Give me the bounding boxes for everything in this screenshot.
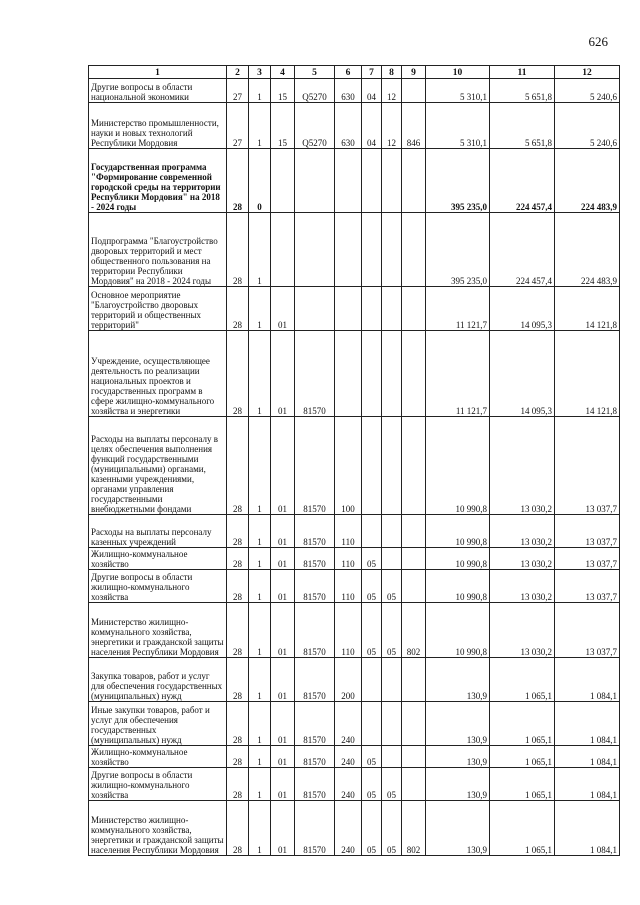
row-value-cell-9 (402, 287, 426, 331)
row-name-cell: Другие вопросы в области национальной экономики (89, 79, 227, 103)
row-value-cell-9: 802 (402, 603, 426, 658)
table-row (89, 331, 620, 417)
row-value-cell-5: 81570 (295, 768, 335, 801)
row-value-cell-5: Q5270 (295, 103, 335, 149)
row-value-cell-2: 27 (227, 103, 249, 149)
row-value-cell-10: 10 990,8 (426, 515, 490, 548)
row-value-cell-4 (271, 149, 295, 213)
row-value-cell-12: 224 483,9 (555, 149, 620, 213)
row-value-cell-8 (382, 515, 402, 548)
row-value-cell-11: 5 651,8 (490, 79, 555, 103)
row-value-cell-4: 01 (271, 658, 295, 702)
column-header-6: 6 (335, 66, 362, 79)
row-value-cell-6: 110 (335, 570, 362, 603)
row-value-cell-6: 110 (335, 603, 362, 658)
row-value-cell-4: 01 (271, 702, 295, 746)
row-value-cell-7: 04 (362, 79, 382, 103)
row-value-cell-5 (295, 213, 335, 287)
row-value-cell-3: 1 (249, 213, 271, 287)
row-value-cell-10: 130,9 (426, 801, 490, 856)
row-value-cell-6: 100 (335, 417, 362, 515)
row-value-cell-3: 1 (249, 417, 271, 515)
page-number: 626 (588, 34, 608, 49)
row-value-cell-11: 13 030,2 (490, 417, 555, 515)
row-value-cell-6 (335, 149, 362, 213)
row-value-cell-7: 05 (362, 801, 382, 856)
row-value-cell-6: 240 (335, 801, 362, 856)
row-name-cell: Основное мероприятие "Благоустройство дворовых территорий и общественных территорий" (89, 287, 227, 331)
row-value-cell-8: 12 (382, 103, 402, 149)
row-value-cell-10: 5 310,1 (426, 79, 490, 103)
row-value-cell-2: 28 (227, 149, 249, 213)
row-name-cell: Министерство промышленности, науки и новых технологий Республики Мордовия (89, 103, 227, 149)
row-value-cell-4: 01 (271, 801, 295, 856)
row-value-cell-5: 81570 (295, 702, 335, 746)
row-value-cell-11: 224 457,4 (490, 149, 555, 213)
row-value-cell-3: 1 (249, 515, 271, 548)
row-value-cell-3: 1 (249, 548, 271, 570)
row-value-cell-10: 395 235,0 (426, 213, 490, 287)
row-value-cell-4: 01 (271, 548, 295, 570)
row-value-cell-9 (402, 417, 426, 515)
row-value-cell-7 (362, 515, 382, 548)
column-header-12: 12 (555, 66, 620, 79)
row-value-cell-8 (382, 331, 402, 417)
row-value-cell-6: 240 (335, 702, 362, 746)
row-value-cell-6: 630 (335, 79, 362, 103)
row-value-cell-7 (362, 287, 382, 331)
table-row (89, 801, 620, 856)
row-value-cell-11: 224 457,4 (490, 213, 555, 287)
row-value-cell-4: 01 (271, 515, 295, 548)
table-row (89, 287, 620, 331)
row-value-cell-10: 10 990,8 (426, 570, 490, 603)
row-value-cell-9 (402, 768, 426, 801)
row-value-cell-8 (382, 746, 402, 768)
row-value-cell-11: 5 651,8 (490, 103, 555, 149)
row-name-cell: Министерство жилищно-коммунального хозяйства, энергетики и гражданской защиты населения Республики Мордовия (89, 603, 227, 658)
row-value-cell-8: 05 (382, 603, 402, 658)
row-value-cell-2: 28 (227, 417, 249, 515)
row-value-cell-3: 1 (249, 603, 271, 658)
row-name-cell: Расходы на выплаты персоналу в целях обеспечения выполнения функций государственными (муниципальными) органами, казенными учреждениями, органами управления государственными внебюджетными фондами (89, 417, 227, 515)
row-name-cell: Жилищно-коммунальное хозяйство (89, 746, 227, 768)
row-value-cell-5: 81570 (295, 331, 335, 417)
row-value-cell-7 (362, 702, 382, 746)
row-value-cell-12: 1 084,1 (555, 746, 620, 768)
row-value-cell-2: 28 (227, 570, 249, 603)
table-row (89, 548, 620, 570)
row-value-cell-9 (402, 570, 426, 603)
row-value-cell-9 (402, 149, 426, 213)
row-value-cell-12: 13 037,7 (555, 515, 620, 548)
row-value-cell-6 (335, 331, 362, 417)
table-row (89, 213, 620, 287)
row-value-cell-2: 28 (227, 213, 249, 287)
row-value-cell-3: 1 (249, 79, 271, 103)
row-value-cell-9 (402, 515, 426, 548)
row-value-cell-8: 05 (382, 570, 402, 603)
row-name-cell: Учреждение, осуществляющее деятельность по реализации национальных проектов и государственных программ в сфере жилищно-коммунального хозяйства и энергетики (89, 331, 227, 417)
row-value-cell-4: 15 (271, 103, 295, 149)
row-value-cell-9 (402, 331, 426, 417)
row-name-cell: Жилищно-коммунальное хозяйство (89, 548, 227, 570)
row-value-cell-2: 28 (227, 515, 249, 548)
row-value-cell-8 (382, 658, 402, 702)
row-value-cell-10: 11 121,7 (426, 331, 490, 417)
table-row (89, 702, 620, 746)
row-value-cell-7: 04 (362, 103, 382, 149)
row-value-cell-12: 1 084,1 (555, 768, 620, 801)
row-value-cell-7: 05 (362, 570, 382, 603)
row-value-cell-6: 110 (335, 548, 362, 570)
row-value-cell-10: 10 990,8 (426, 548, 490, 570)
row-value-cell-3: 1 (249, 570, 271, 603)
row-value-cell-7: 05 (362, 768, 382, 801)
row-value-cell-3: 1 (249, 103, 271, 149)
row-value-cell-6 (335, 213, 362, 287)
row-value-cell-5: 81570 (295, 746, 335, 768)
row-value-cell-2: 28 (227, 603, 249, 658)
row-value-cell-8 (382, 149, 402, 213)
row-value-cell-7: 05 (362, 746, 382, 768)
table-row (89, 79, 620, 103)
row-name-cell: Другие вопросы в области жилищно-коммунального хозяйства (89, 768, 227, 801)
row-value-cell-5: 81570 (295, 515, 335, 548)
row-value-cell-12: 1 084,1 (555, 658, 620, 702)
row-value-cell-11: 13 030,2 (490, 603, 555, 658)
column-header-5: 5 (295, 66, 335, 79)
row-value-cell-8: 05 (382, 801, 402, 856)
row-value-cell-4: 01 (271, 603, 295, 658)
row-value-cell-11: 13 030,2 (490, 515, 555, 548)
row-value-cell-2: 28 (227, 331, 249, 417)
row-value-cell-9 (402, 213, 426, 287)
row-value-cell-11: 1 065,1 (490, 658, 555, 702)
row-value-cell-10: 130,9 (426, 658, 490, 702)
row-value-cell-12: 13 037,7 (555, 417, 620, 515)
row-value-cell-3: 1 (249, 768, 271, 801)
budget-table (88, 65, 620, 856)
row-value-cell-10: 11 121,7 (426, 287, 490, 331)
row-value-cell-5: Q5270 (295, 79, 335, 103)
column-header-3: 3 (249, 66, 271, 79)
column-header-11: 11 (490, 66, 555, 79)
table-body (89, 79, 620, 856)
table-row (89, 658, 620, 702)
row-value-cell-11: 1 065,1 (490, 768, 555, 801)
row-value-cell-6: 240 (335, 746, 362, 768)
row-name-cell: Расходы на выплаты персоналу казенных учреждений (89, 515, 227, 548)
row-value-cell-6 (335, 287, 362, 331)
row-value-cell-8: 12 (382, 79, 402, 103)
row-name-cell: Государственная программа "Формирование современной городской среды на территории Республики Мордовия" на 2018 - 2024 годы (89, 149, 227, 213)
row-value-cell-3: 1 (249, 801, 271, 856)
row-value-cell-7 (362, 213, 382, 287)
row-value-cell-5: 81570 (295, 658, 335, 702)
row-name-cell: Другие вопросы в области жилищно-коммунального хозяйства (89, 570, 227, 603)
column-header-2: 2 (227, 66, 249, 79)
row-value-cell-10: 10 990,8 (426, 417, 490, 515)
row-value-cell-12: 1 084,1 (555, 801, 620, 856)
row-value-cell-9 (402, 746, 426, 768)
row-value-cell-7 (362, 417, 382, 515)
row-value-cell-12: 5 240,6 (555, 79, 620, 103)
row-value-cell-10: 395 235,0 (426, 149, 490, 213)
row-value-cell-2: 28 (227, 746, 249, 768)
row-value-cell-10: 5 310,1 (426, 103, 490, 149)
table-row (89, 570, 620, 603)
column-header-10: 10 (426, 66, 490, 79)
row-value-cell-5: 81570 (295, 417, 335, 515)
row-value-cell-8 (382, 213, 402, 287)
row-value-cell-11: 1 065,1 (490, 746, 555, 768)
column-header-8: 8 (382, 66, 402, 79)
row-value-cell-8 (382, 702, 402, 746)
row-value-cell-10: 10 990,8 (426, 603, 490, 658)
row-value-cell-4: 01 (271, 287, 295, 331)
row-value-cell-4: 01 (271, 768, 295, 801)
row-value-cell-11: 13 030,2 (490, 548, 555, 570)
row-value-cell-3: 1 (249, 702, 271, 746)
row-value-cell-9: 802 (402, 801, 426, 856)
table-row (89, 515, 620, 548)
table-row (89, 103, 620, 149)
row-value-cell-3: 1 (249, 287, 271, 331)
row-value-cell-7 (362, 331, 382, 417)
row-value-cell-7: 05 (362, 603, 382, 658)
column-header-9: 9 (402, 66, 426, 79)
table-row (89, 149, 620, 213)
row-value-cell-12: 14 121,8 (555, 287, 620, 331)
row-name-cell: Закупка товаров, работ и услуг для обеспечения государственных (муниципальных) нужд (89, 658, 227, 702)
row-value-cell-4: 01 (271, 746, 295, 768)
row-value-cell-10: 130,9 (426, 768, 490, 801)
row-value-cell-8: 05 (382, 768, 402, 801)
row-value-cell-3: 1 (249, 658, 271, 702)
row-value-cell-12: 13 037,7 (555, 548, 620, 570)
row-value-cell-8 (382, 548, 402, 570)
row-value-cell-2: 28 (227, 768, 249, 801)
column-header-1: 1 (89, 66, 227, 79)
row-value-cell-6: 200 (335, 658, 362, 702)
row-value-cell-2: 28 (227, 801, 249, 856)
row-value-cell-12: 224 483,9 (555, 213, 620, 287)
row-value-cell-9: 846 (402, 103, 426, 149)
table-row (89, 603, 620, 658)
row-value-cell-5: 81570 (295, 548, 335, 570)
column-header-4: 4 (271, 66, 295, 79)
row-value-cell-9 (402, 658, 426, 702)
table-header-row (89, 66, 620, 79)
row-value-cell-11: 13 030,2 (490, 570, 555, 603)
row-value-cell-5: 81570 (295, 603, 335, 658)
row-name-cell: Иные закупки товаров, работ и услуг для обеспечения государственных (муниципальных) нужд (89, 702, 227, 746)
row-value-cell-12: 13 037,7 (555, 603, 620, 658)
table-row (89, 746, 620, 768)
row-value-cell-10: 130,9 (426, 746, 490, 768)
row-value-cell-12: 1 084,1 (555, 702, 620, 746)
row-value-cell-12: 14 121,8 (555, 331, 620, 417)
table-row (89, 417, 620, 515)
row-name-cell: Подпрограмма "Благоустройство дворовых территорий и мест общественного пользования на территории Республики Мордовия" на 2018 - 2024 годы (89, 213, 227, 287)
row-value-cell-9 (402, 702, 426, 746)
row-value-cell-11: 1 065,1 (490, 801, 555, 856)
row-value-cell-5: 81570 (295, 570, 335, 603)
row-value-cell-7 (362, 149, 382, 213)
row-value-cell-4 (271, 213, 295, 287)
row-value-cell-8 (382, 417, 402, 515)
row-value-cell-9 (402, 548, 426, 570)
row-value-cell-2: 28 (227, 702, 249, 746)
row-value-cell-12: 13 037,7 (555, 570, 620, 603)
row-value-cell-5 (295, 149, 335, 213)
row-value-cell-2: 28 (227, 548, 249, 570)
row-value-cell-5: 81570 (295, 801, 335, 856)
table-row (89, 768, 620, 801)
row-value-cell-9 (402, 79, 426, 103)
row-value-cell-3: 1 (249, 746, 271, 768)
row-value-cell-6: 110 (335, 515, 362, 548)
row-value-cell-2: 28 (227, 287, 249, 331)
row-value-cell-4: 01 (271, 570, 295, 603)
row-value-cell-3: 0 (249, 149, 271, 213)
row-value-cell-12: 5 240,6 (555, 103, 620, 149)
row-value-cell-11: 14 095,3 (490, 331, 555, 417)
row-value-cell-4: 01 (271, 417, 295, 515)
row-value-cell-5 (295, 287, 335, 331)
row-value-cell-11: 14 095,3 (490, 287, 555, 331)
row-value-cell-4: 15 (271, 79, 295, 103)
row-value-cell-3: 1 (249, 331, 271, 417)
row-value-cell-6: 240 (335, 768, 362, 801)
column-header-7: 7 (362, 66, 382, 79)
row-value-cell-8 (382, 287, 402, 331)
row-value-cell-2: 27 (227, 79, 249, 103)
row-name-cell: Министерство жилищно-коммунального хозяйства, энергетики и гражданской защиты населения Республики Мордовия (89, 801, 227, 856)
row-value-cell-11: 1 065,1 (490, 702, 555, 746)
row-value-cell-6: 630 (335, 103, 362, 149)
row-value-cell-10: 130,9 (426, 702, 490, 746)
row-value-cell-2: 28 (227, 658, 249, 702)
row-value-cell-4: 01 (271, 331, 295, 417)
row-value-cell-7 (362, 658, 382, 702)
row-value-cell-7: 05 (362, 548, 382, 570)
